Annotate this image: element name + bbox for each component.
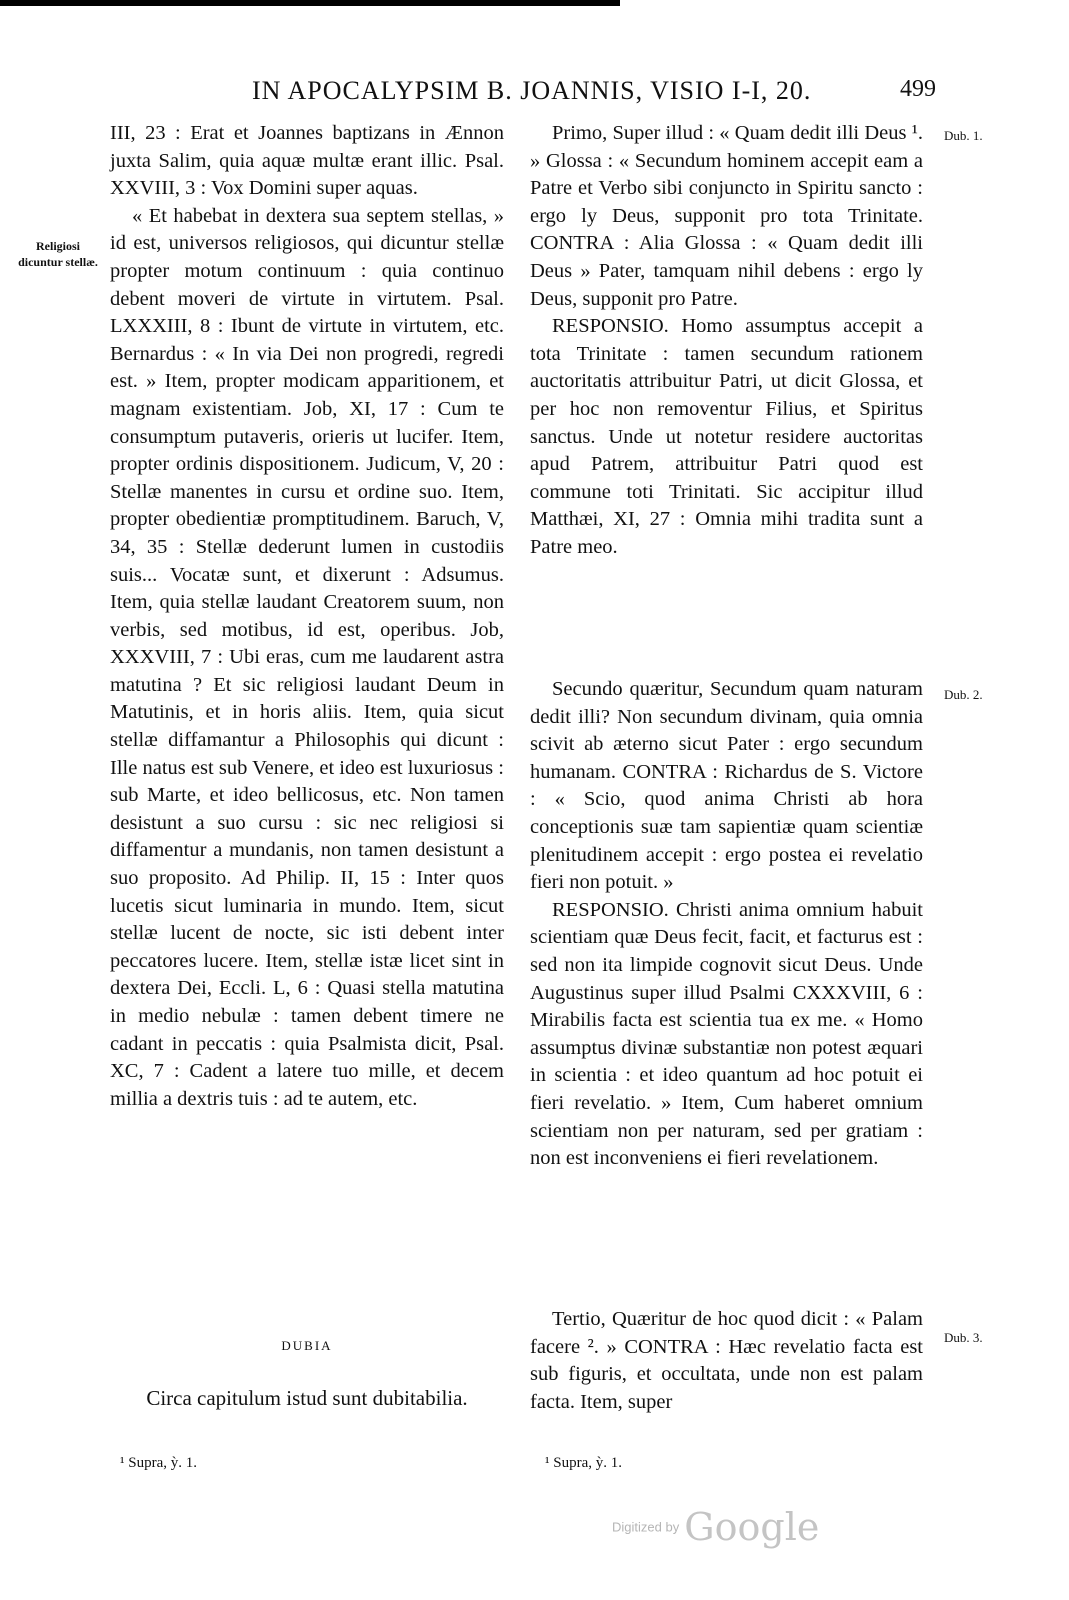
top-rule	[0, 0, 620, 6]
google-logo: Google	[684, 1505, 820, 1549]
dubia-heading: DUBIA	[281, 1338, 333, 1353]
page-header	[0, 76, 1069, 116]
footnote-left: ¹ Supra, ỳ. 1.	[120, 1455, 197, 1471]
footnote-right: ¹ Supra, ỳ. 1.	[545, 1455, 622, 1471]
left-paragraph-1: III, 23 : Erat et Joannes baptizans in Ænnon juxta Salim, quia aquæ multæ erant illic. Psal. XXVIII, 3 : Vox Domini super aquas.	[110, 122, 504, 200]
right-paragraph-tertio: Tertio, Quæritur de hoc quod dicit : « Palam facere ². » CONTRA : Hæc revelatio facta est sub figuris, et occultata, unde non est palam facta. Item, super	[530, 1308, 923, 1413]
margin-note-religiosi: Religiosi dicuntur stellæ.	[18, 239, 98, 269]
margin-note-dub-3: Dub. 3.	[944, 1330, 983, 1345]
digitized-by-text: Digitized by	[612, 1519, 680, 1535]
right-paragraph-responsio-2: RESPONSIO. Christi anima omnium habuit scientiam quæ Deus fecit, facit, et facturus est : sed non ita limpide cognovit sicut Deus. Unde Augustinus super illud Psalmi CXXXVIII, 6 : Mirabilis facta est scientia tua ex me. « Homo assumptus divinæ substantiæ non potest æquari in scientia : et ideo quantum ad hoc potuit ei fieri revelatio. » Item, Cum haberet omnium scientiam non per naturam, sed per gratiam : non est inconveniens ei fieri revelationem.	[530, 898, 923, 1170]
right-column	[530, 120, 923, 562]
right-column-section-2	[530, 676, 923, 1173]
left-column	[110, 120, 504, 1113]
running-title: IN APOCALYPSIM B. JOANNIS, VISIO I-I, 20.	[252, 76, 812, 105]
left-paragraph-2: « Et habebat in dextera sua septem stellas, » id est, universos religiosos, qui dicuntur stellæ propter motum continuum : quia continuo debent moveri de virtute in virtutem. Psal. LXXXIII, 8 : Ibunt de virtute in virtutem, etc. Bernardus : « In via Dei non progredi, regredi est. » Item, propter modicam apparitionem, et magnam existentiam. Job, XI, 17 : Cum te consumptum putaveris, orieris ut lucifer. Item, propter ordinis dispositionem. Judicum, V, 20 : Stellæ manentes in cursu et ordine suo. Item, propter obedientiæ promptitudinem. Baruch, V, 34, 35 : Stellæ dederunt lumen in custodiis suis... Vocatæ sunt, et dixerunt : Adsumus. Item, quia stellæ laudant Creatorem suum, non verbis, sed motibus, id est, operibus. Job, XXXVIII, 7 : Ubi eras, cum me laudarent astra matutina ? Et sic religiosi laudant Deum in Matutinis, et in horis aliis. Item, quia sicut stellæ diffamantur a Philosophis qui dicunt : Ille natus est sub Venere, et ideo est luxuriosus : sub Marte, et ideo bellicosus, etc. Non tamen desistunt a suo cursu : sic nec religiosi si diffamentur a mundanis, non tamen desistunt a suo proposito. Ad Philip. II, 15 : Inter quos lucetis sicut luminaria in mundo. Item, sicut stellæ lucent de nocte, sic isti debent inter peccatores lucere. Item, stellæ istæ licet sint in dextera Dei, Eccli. L, 6 : Quasi stella matutina in medio nebulæ : tamen debent timere ne cadant in peccatis : quia Psalmista dicit, Psal. XC, 7 : Cadent a latere tuo mille, et decem millia a dextris tuis : ad te autem, etc.	[110, 204, 504, 1110]
margin-note-dub-1: Dub. 1.	[944, 128, 983, 143]
digitized-watermark	[612, 1505, 832, 1555]
dubia-intro-line: Circa capitulum istud sunt dubitabilia.	[146, 1386, 468, 1410]
right-paragraph-secundo: Secundo quæritur, Secundum quam naturam dedit illi? Non secundum divinam, quia omnia scivit ab æterno sicut Pater : ergo secundum humanam. CONTRA : Richardus de S. Victore : « Scio, quod anima Christi ab hora conceptionis suæ tam sapientiæ quam scientiæ plenitudinem accepit : ergo postea ei revelatio fieri non potuit. »	[530, 678, 923, 894]
right-paragraph-1: Primo, Super illud : « Quam dedit illi Deus ¹. » Glossa : « Secundum hominem accepit eam a Patre et Verbo sibi conjuncto in Spiritu sancto : ergo ly Deus, supponit pro tota Trinitate. CONTRA : Alia Glossa : « Quam dedit illi Deus » Pater, tamquam nihil debens : ergo ly Deus, supponit pro Patre.	[530, 122, 923, 310]
margin-note-dub-2: Dub. 2.	[944, 687, 983, 702]
page-number: 499	[900, 76, 936, 102]
right-column-section-3	[530, 1306, 923, 1416]
right-paragraph-responsio-1: RESPONSIO. Homo assumptus accepit a tota Trinitate : tamen secundum rationem auctoritatis attribuitur Patri, ut dicit Glossa, et per hoc non removentur Filius, et Spiritus sanctus. Unde ut notetur residere auctoritas apud Patrem, attribuitur Patri quod est commune toti Trinitati. Sic accipitur illud Matthæi, XI, 27 : Omnia mihi tradita sunt a Patre meo.	[530, 315, 923, 558]
